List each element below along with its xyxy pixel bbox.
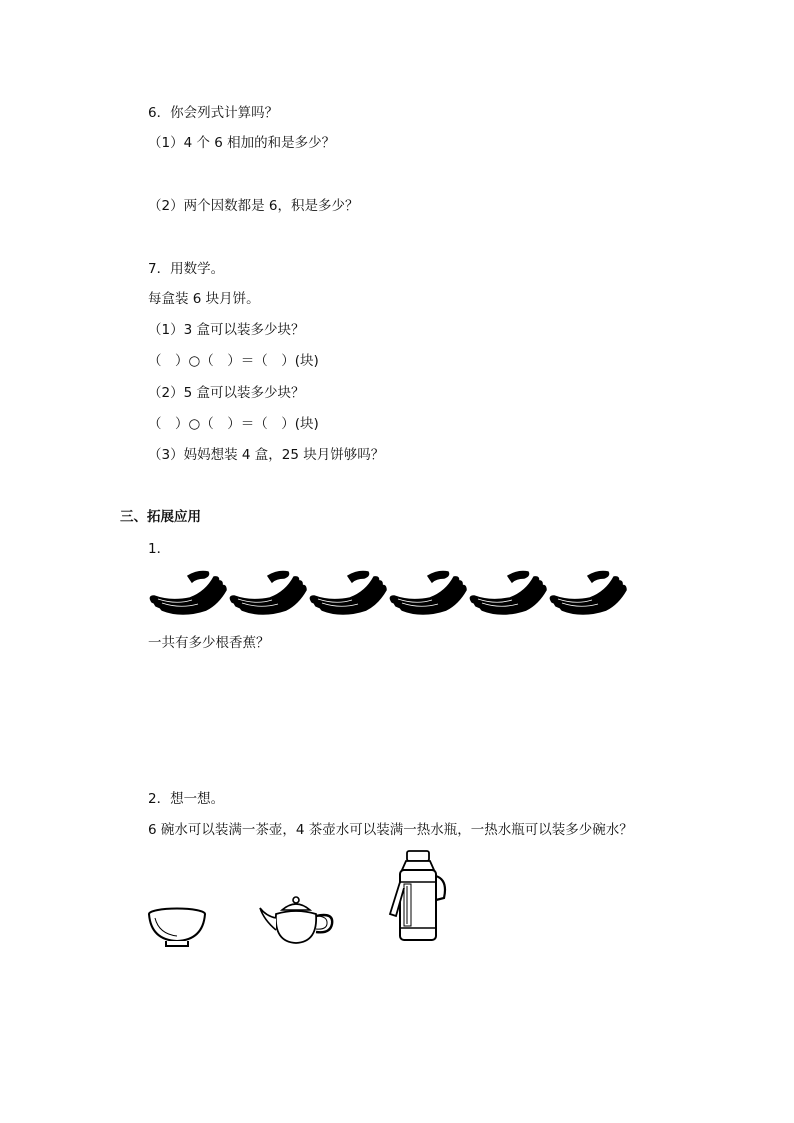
q7-sub1: （1）3 盒可以装多少块？ xyxy=(148,322,305,338)
section3-title: 三、拓展应用 xyxy=(120,509,201,525)
q7-sub2: （2）5 盒可以装多少块？ xyxy=(148,385,305,401)
teapot-icon xyxy=(258,894,338,946)
section3-q2-text: 6 碗水可以装满一茶壶，4 茶壶水可以装满一热水瓶，一热水瓶可以装多少碗水？ xyxy=(148,822,633,838)
q6-sub1: （1）4 个 6 相加的和是多少？ xyxy=(148,135,336,151)
q6-title: 6．你会列式计算吗？ xyxy=(148,105,279,121)
section3-q2-title: 2．想一想。 xyxy=(148,791,225,807)
q7-blank1: （ ）○（ ）＝（ ）(块) xyxy=(148,353,319,369)
banana-bunch-icon xyxy=(468,568,548,618)
section3-q1-question: 一共有多少根香蕉？ xyxy=(148,635,270,651)
banana-bunch-icon xyxy=(148,568,228,618)
q7-title: 7．用数学。 xyxy=(148,261,225,277)
bowl-icon xyxy=(146,906,208,948)
banana-row xyxy=(148,568,638,618)
banana-bunch-icon xyxy=(388,568,468,618)
q6-sub2: （2）两个因数都是 6，积是多少？ xyxy=(148,198,359,214)
q7-blank2: （ ）○（ ）＝（ ）(块) xyxy=(148,416,319,432)
banana-bunch-icon xyxy=(548,568,628,618)
banana-bunch-icon xyxy=(308,568,388,618)
thermos-icon xyxy=(386,848,450,944)
q7-intro: 每盒装 6 块月饼。 xyxy=(148,291,260,307)
banana-bunch-icon xyxy=(228,568,308,618)
section3-q1-number: 1． xyxy=(148,541,171,557)
q7-sub3: （3）妈妈想装 4 盒，25 块月饼够吗？ xyxy=(148,447,385,463)
